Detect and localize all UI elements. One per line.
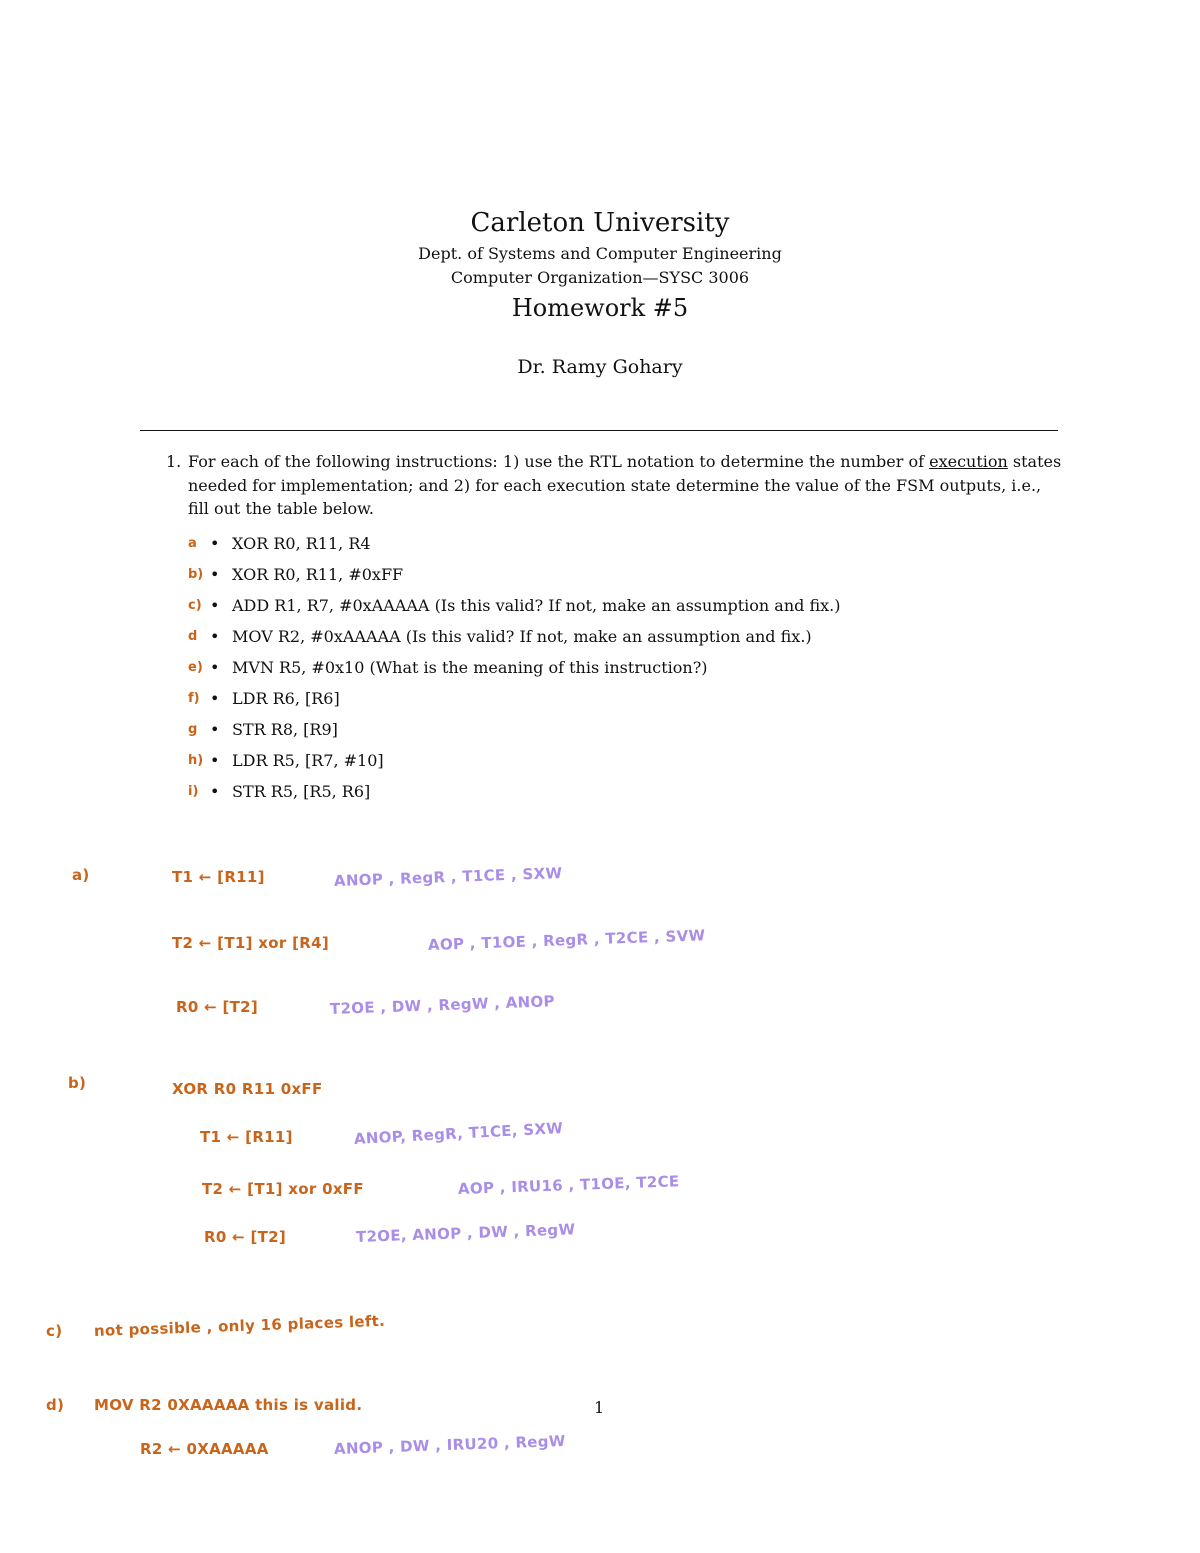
question-number: 1. [166, 452, 182, 471]
bullet: • [210, 565, 220, 584]
question-text [188, 450, 1062, 521]
author-name: Dr. Ramy Gohary [517, 356, 683, 378]
instruction-text: STR R8, [R9] [232, 720, 338, 739]
instruction-text: ADD R1, R7, #0xAAAAA (Is this valid? If not, make an assumption and fix.) [232, 596, 841, 615]
answer-a-rtl-3: R0 ← [T2] [176, 998, 259, 1016]
instruction-text: XOR R0, R11, R4 [232, 534, 371, 553]
page-number: 1 [594, 1398, 605, 1417]
answer-b-rtl-3: R0 ← [T2] [204, 1228, 287, 1246]
answer-b-signals-3: T2OE, ANOP , DW , RegW [355, 1220, 576, 1246]
handwritten-item-mark: b) [188, 567, 204, 582]
question-text-before: For each of the following instructions: 1) use the RTL notation to determine the number of [188, 452, 930, 471]
answer-a-signals-2: AOP , T1OE , RegR , T2CE , SVW [427, 926, 706, 954]
instruction-text: MOV R2, #0xAAAAA (Is this valid? If not, make an assumption and fix.) [232, 627, 812, 646]
bullet: • [210, 627, 220, 646]
handwritten-item-mark: d [188, 629, 198, 644]
answer-b-rtl-1: T1 ← [R11] [200, 1128, 293, 1146]
instruction-text: XOR R0, R11, #0xFF [232, 565, 404, 584]
answer-d-rtl: R2 ← 0XAAAAA [140, 1440, 269, 1458]
answer-b-rtl-2: T2 ← [T1] xor 0xFF [202, 1180, 364, 1198]
answer-a-rtl-2: T2 ← [T1] xor [R4] [172, 934, 329, 952]
handwritten-item-mark: f) [188, 691, 200, 706]
answer-b-signals-2: AOP , IRU16 , T1OE, T2CE [457, 1172, 680, 1198]
instruction-text: MVN R5, #0x10 (What is the meaning of this instruction?) [232, 658, 708, 677]
answer-b-header: XOR R0 R11 0xFF [172, 1080, 323, 1098]
course-name: Computer Organization—SYSC 3006 [450, 268, 750, 287]
instruction-text: LDR R6, [R6] [232, 689, 340, 708]
answer-a-signals-1: ANOP , RegR , T1CE , SXW [333, 864, 563, 890]
handwritten-item-mark: i) [188, 784, 199, 799]
bullet: • [210, 782, 220, 801]
answer-c-label: c) [46, 1322, 63, 1340]
handwritten-item-mark: c) [188, 598, 202, 613]
bullet: • [210, 658, 220, 677]
bullet: • [210, 689, 220, 708]
bullet: • [210, 534, 220, 553]
bullet: • [210, 720, 220, 739]
question-underlined-word: execution [929, 452, 1008, 471]
answer-d-signals: ANOP , DW , IRU20 , RegW [333, 1431, 566, 1458]
answer-d-text: MOV R2 0XAAAAA this is valid. [94, 1396, 363, 1414]
instruction-text: STR R5, [R5, R6] [232, 782, 371, 801]
university-name: Carleton University [470, 208, 730, 238]
question-text-after: states needed for implementation; and 2) for each execution state determine the value of the FSM outputs, i.e., fill out the table below. [188, 452, 1062, 518]
answer-a-rtl-1: T1 ← [R11] [172, 868, 265, 886]
answer-d-label: d) [46, 1396, 65, 1414]
answer-a-signals-3: T2OE , DW , RegW , ANOP [329, 992, 556, 1018]
homework-title: Homework #5 [511, 294, 689, 322]
question-1 [166, 450, 1062, 521]
handwritten-item-mark: a [188, 536, 197, 551]
handwritten-item-mark: h) [188, 753, 204, 768]
department-name: Dept. of Systems and Computer Engineering [418, 244, 782, 263]
bullet: • [210, 751, 220, 770]
answer-a-label: a) [72, 866, 90, 884]
handwritten-item-mark: e) [188, 660, 203, 675]
instruction-text: LDR R5, [R7, #10] [232, 751, 384, 770]
bullet: • [210, 596, 220, 615]
handwritten-item-mark: g [188, 722, 198, 737]
answer-c-text: not possible , only 16 places left. [93, 1311, 386, 1340]
answer-b-signals-1: ANOP, RegR, T1CE, SXW [353, 1119, 564, 1148]
horizontal-rule [140, 430, 1058, 431]
answer-b-label: b) [68, 1074, 87, 1092]
